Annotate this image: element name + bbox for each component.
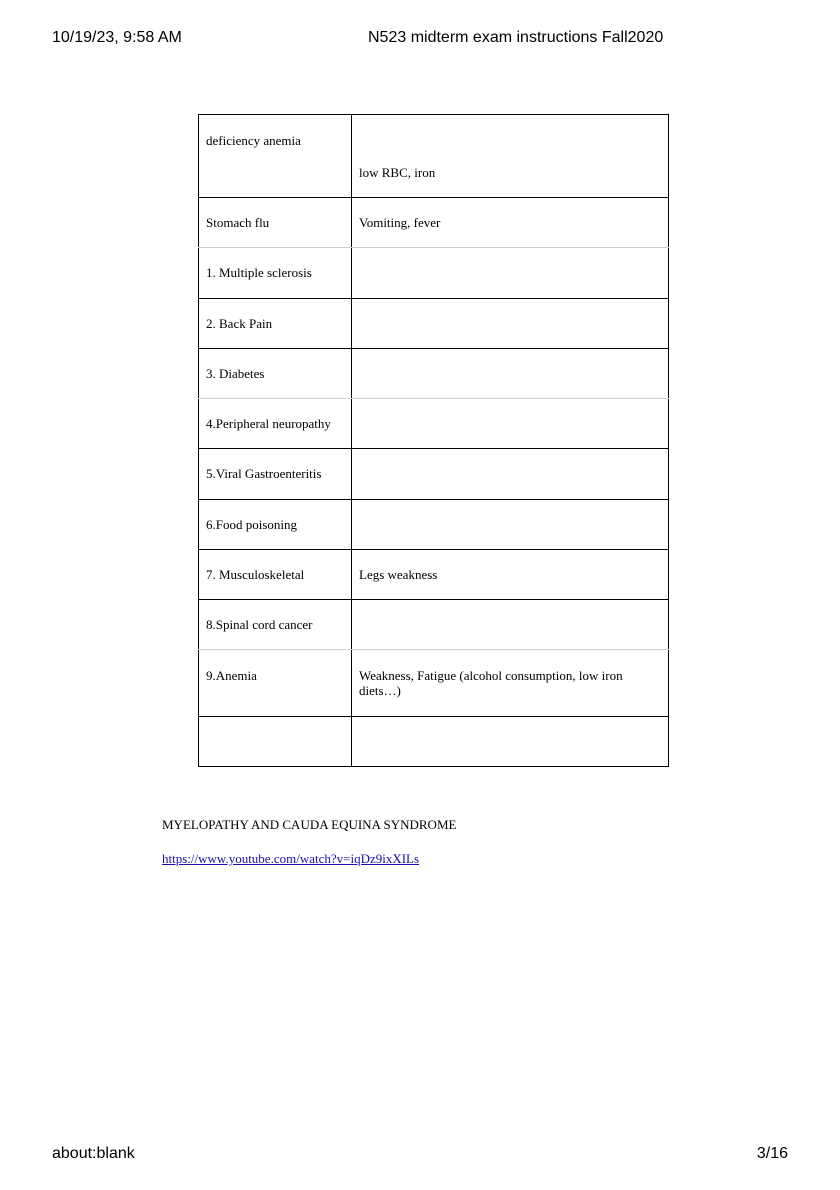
symptoms-cell xyxy=(352,717,669,767)
table-row xyxy=(199,299,669,349)
symptoms-cell xyxy=(352,349,669,399)
page-number: 3/16 xyxy=(756,1145,788,1162)
symptoms-text: low RBC, iron xyxy=(359,165,436,180)
symptoms-cell: Weakness, Fatigue (alcohol consumption, low iron diets…) xyxy=(352,650,669,717)
condition-cell: 7. Musculoskeletal xyxy=(199,550,352,600)
table-row xyxy=(199,115,669,198)
table-row xyxy=(199,449,669,500)
symptoms-cell xyxy=(352,248,669,299)
table-row xyxy=(199,500,669,550)
condition-cell: 5.Viral Gastroenteritis xyxy=(199,449,352,500)
symptoms-cell xyxy=(352,299,669,349)
table-row xyxy=(199,600,669,650)
condition-cell: 2. Back Pain xyxy=(199,299,352,349)
condition-cell: 8.Spinal cord cancer xyxy=(199,600,352,650)
table-row xyxy=(199,349,669,399)
condition-cell: 6.Food poisoning xyxy=(199,500,352,550)
condition-text: deficiency anemia xyxy=(206,133,301,148)
table-row xyxy=(199,198,669,248)
symptoms-cell: Vomiting, fever xyxy=(352,198,669,248)
conditions-table xyxy=(198,114,669,767)
symptoms-cell: Legs weakness xyxy=(352,550,669,600)
table-row xyxy=(199,717,669,767)
symptoms-cell xyxy=(352,449,669,500)
condition-cell: 4.Peripheral neuropathy xyxy=(199,399,352,449)
table-row xyxy=(199,399,669,449)
symptoms-cell xyxy=(352,399,669,449)
footer-url: about:blank xyxy=(52,1145,135,1162)
symptoms-cell xyxy=(352,600,669,650)
youtube-link[interactable]: https://www.youtube.com/watch?v=iqDz9ixXILs xyxy=(162,851,420,866)
condition-cell xyxy=(199,717,352,767)
condition-cell: 9.Anemia xyxy=(199,650,352,717)
print-datetime: 10/19/23, 9:58 AM xyxy=(52,29,182,46)
table-row xyxy=(199,650,669,717)
condition-cell: 1. Multiple sclerosis xyxy=(199,248,352,299)
condition-cell xyxy=(199,115,352,198)
condition-cell: 3. Diabetes xyxy=(199,349,352,399)
table-row xyxy=(199,248,669,299)
condition-cell: Stomach flu xyxy=(199,198,352,248)
document-title: N523 midterm exam instructions Fall2020 xyxy=(368,29,664,46)
section-heading: MYELOPATHY AND CAUDA EQUINA SYNDROME xyxy=(162,817,457,832)
symptoms-cell xyxy=(352,500,669,550)
symptoms-cell xyxy=(352,115,669,198)
table-row xyxy=(199,550,669,600)
